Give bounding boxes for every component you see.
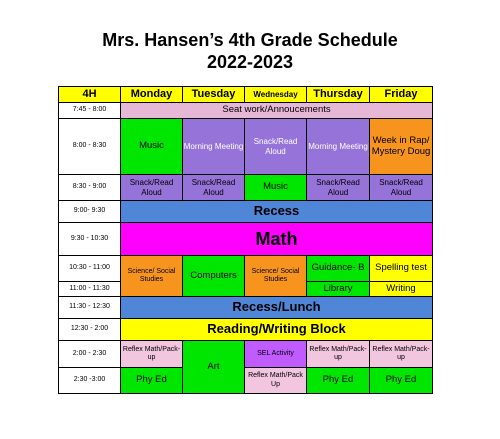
tuesday-art: Art — [183, 341, 245, 394]
row-200 — [59, 341, 433, 368]
friday-writing: Writing — [370, 282, 433, 297]
thursday-snack-read-aloud: Snack/Read Aloud — [307, 175, 370, 201]
row-900 — [59, 201, 433, 223]
seatwork-cell: Seat work/Annoucements — [121, 103, 433, 119]
time-1130: 11:30 - 12:30 — [59, 297, 121, 319]
wednesday-snack-read-aloud: Snack/Read Aloud — [245, 119, 307, 175]
schedule-title: Mrs. Hansen’s 4th Grade Schedule — [102, 30, 398, 50]
friday-reflex-math: Reflex Math/Pack-up — [370, 341, 433, 368]
recess-cell: Recess — [121, 201, 433, 223]
thursday-morning-meeting: Morning Meeting — [307, 119, 370, 175]
thursday-reflex-math: Reflex Math/Pack-up — [307, 341, 370, 368]
monday-reflex-math: Reflex Math/Pack-up — [121, 341, 183, 368]
header-thursday: Thursday — [307, 87, 370, 103]
thursday-phy-ed: Phy Ed — [307, 368, 370, 394]
time-800: 8:00 - 8:30 — [59, 119, 121, 175]
time-930: 9:30 - 10:30 — [59, 223, 121, 256]
header-row — [59, 87, 433, 103]
wednesday-reflex-math: Reflex Math/Pack Up — [245, 368, 307, 394]
monday-snack-read-aloud: Snack/Read Aloud — [121, 175, 183, 201]
header-room: 4H — [59, 87, 121, 103]
monday-phy-ed: Phy Ed — [121, 368, 183, 394]
row-1030 — [59, 256, 433, 282]
row-930 — [59, 223, 433, 256]
tuesday-morning-meeting: Morning Meeting — [183, 119, 245, 175]
time-1230: 12:30 - 2:00 — [59, 319, 121, 341]
header-friday: Friday — [370, 87, 433, 103]
thursday-guidance: Guidance- B — [307, 256, 370, 282]
friday-spelling-test: Spelling test — [370, 256, 433, 282]
row-1230 — [59, 319, 433, 341]
reading-writing-block-cell: Reading/Writing Block — [121, 319, 433, 341]
row-800 — [59, 119, 433, 175]
time-745: 7:45 - 8:00 — [59, 103, 121, 119]
wednesday-music: Music — [245, 175, 307, 201]
friday-phy-ed: Phy Ed — [370, 368, 433, 394]
monday-science: Science/ Social Studies — [121, 256, 183, 297]
friday-week-in-rap: Week in Rap/ Mystery Doug — [370, 119, 433, 175]
row-745 — [59, 103, 433, 119]
friday-snack-read-aloud: Snack/Read Aloud — [370, 175, 433, 201]
time-230: 2:30 -3:00 — [59, 368, 121, 394]
time-900: 9:00- 9:30 — [59, 201, 121, 223]
row-230 — [59, 368, 433, 394]
tuesday-computers: Computers — [183, 256, 245, 297]
row-830 — [59, 175, 433, 201]
math-cell: Math — [121, 223, 433, 256]
monday-music: Music — [121, 119, 183, 175]
schedule-table — [58, 86, 433, 394]
time-200: 2:00 - 2:30 — [59, 341, 121, 368]
header-wednesday: Wednesday — [245, 87, 307, 103]
recess-lunch-cell: Recess/Lunch — [121, 297, 433, 319]
school-year: 2022-2023 — [206, 52, 294, 72]
wednesday-sel-activity: SEL Activity — [245, 341, 307, 368]
time-1100: 11:00 - 11:30 — [59, 282, 121, 297]
time-1030: 10:30 - 11:00 — [59, 256, 121, 282]
time-830: 8:30 - 9:00 — [59, 175, 121, 201]
row-1130 — [59, 297, 433, 319]
header-tuesday: Tuesday — [183, 87, 245, 103]
wednesday-science: Science/ Social Studies — [245, 256, 307, 297]
thursday-library: Library — [307, 282, 370, 297]
header-monday: Monday — [121, 87, 183, 103]
tuesday-snack-read-aloud: Snack/Read Aloud — [183, 175, 245, 201]
